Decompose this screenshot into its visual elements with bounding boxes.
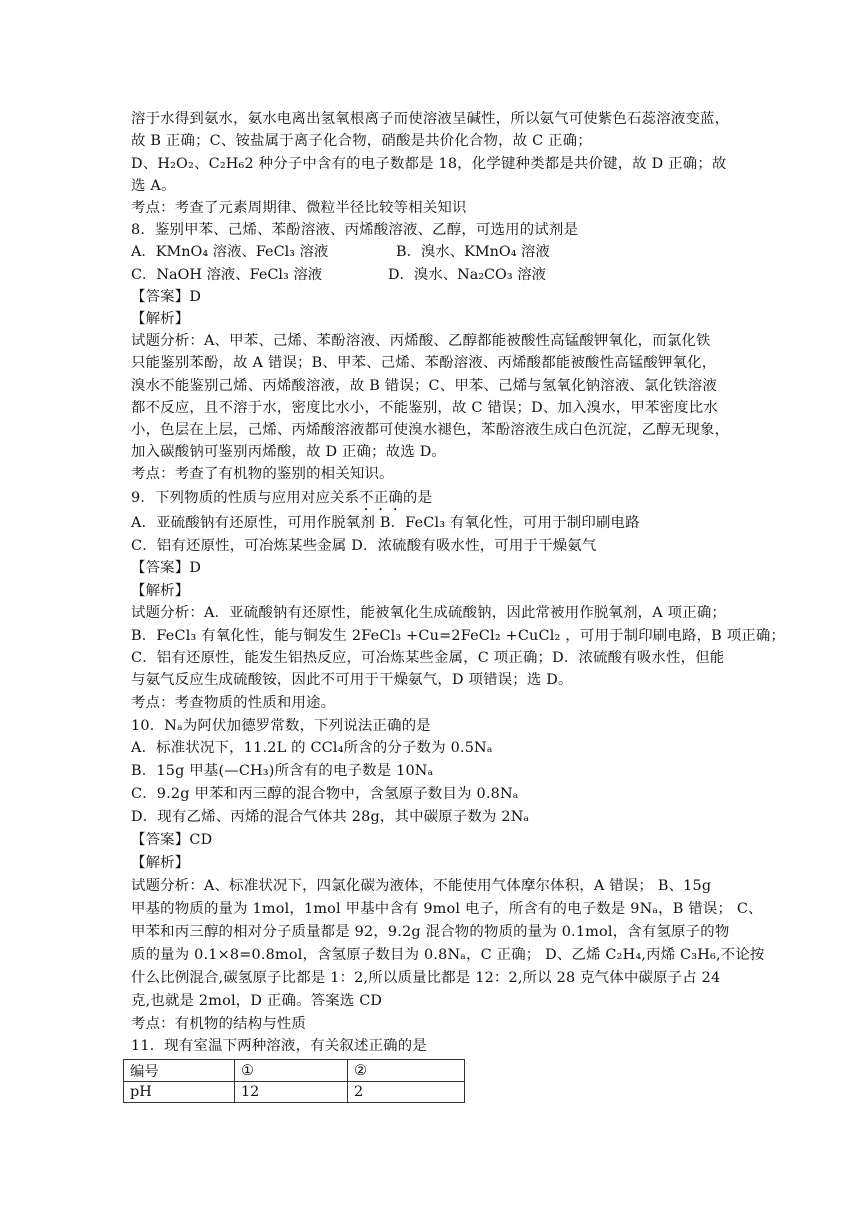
text-line: 选 A。: [131, 178, 176, 194]
text-line: 考点：考查了元素周期律、微粒半径比较等相关知识: [131, 200, 467, 216]
text-line: D．现有乙烯、丙烯的混合气体共 28g，其中碳原子数为 2Nₐ: [131, 809, 530, 825]
text-line: D、H₂O₂、C₂H₆2 种分子中含有的电子数都是 18，化学键种类都是共价键，故 D 正确；故: [131, 156, 727, 172]
q9-emphasis: 不正确: [359, 490, 403, 506]
table-cell: pH: [124, 1082, 235, 1103]
text-line: C．9.2g 甲苯和丙三醇的混合物中，含氢原子数目为 0.8Nₐ: [131, 786, 519, 802]
analysis-label: 【解析】: [131, 311, 190, 327]
question-8-stem: 8．鉴别甲苯、己烯、苯酚溶液、丙烯酸溶液、乙醇，可选用的试剂是: [131, 222, 579, 238]
text-line: 甲基的物质的量为 1mol，1mol 甲基中含有 9mol 电子，所含有的电子数是 9Nₐ，B 错误； C、: [131, 901, 763, 917]
analysis-label: 【解析】: [131, 583, 190, 599]
q8-option-b: B．溴水、KMnO₄ 溶液: [396, 244, 550, 260]
table-row: [124, 1060, 465, 1082]
answer-label: 【答案】CD: [131, 832, 213, 848]
table-cell: ①: [235, 1060, 348, 1082]
q9-prefix: 9．下列物质的性质与应用对应关系: [131, 490, 360, 506]
text-line: 克,也就是 2mol，D 正确。答案选 CD: [131, 993, 383, 1009]
text-line: 只能鉴别苯酚，故 A 错误；B、甲苯、己烯、苯酚溶液、丙烯酸都能被酸性高锰酸钾氧化，: [131, 355, 717, 371]
text-line: A．亚硫酸钠有还原性，可用作脱氧剂 B．FeCl₃ 有氧化性，可用于制印刷电路: [131, 515, 640, 531]
text-line: B．15g 甲基(—CH₃)所含有的电子数是 10Nₐ: [131, 763, 434, 779]
text-line: C．铝有还原性，能发生铝热反应，可冶炼某些金属，C 项正确；D．浓硫酸有吸水性，但能: [131, 650, 725, 666]
table-cell: 编号: [124, 1060, 235, 1082]
answer-label: 【答案】D: [131, 289, 202, 305]
table-cell: ②: [348, 1060, 465, 1082]
text-line: 考点：有机物的结构与性质: [131, 1016, 307, 1032]
text-line: 质的量为 0.1×8=0.8mol，含氢原子数目为 0.8Nₐ，C 正确； D、乙烯 C₂H₄,丙烯 C₃H₆,不论按: [131, 947, 765, 963]
text-line: 试题分析：A、标准状况下，四氯化碳为液体，不能使用气体摩尔体积，A 错误； B、15g: [131, 878, 712, 894]
table-cell: 2: [348, 1082, 465, 1103]
analysis-label: 【解析】: [131, 855, 190, 871]
text-line: 故 B 正确；C、铵盐属于离子化合物，硝酸是共价化合物，故 C 正确；: [131, 133, 592, 149]
q8-option-d: D．溴水、Na₂CO₃ 溶液: [388, 267, 546, 283]
text-line: 试题分析：A．亚硫酸钠有还原性，能被氧化生成硫酸钠，因此常被用作脱氧剂，A 项正确；: [131, 605, 726, 621]
text-line: 都不反应，且不溶于水，密度比水小，不能鉴别，故 C 错误；D、加入溴水，甲苯密度比水: [131, 400, 718, 416]
text-line: 考点：考查了有机物的鉴别的相关知识。: [131, 466, 394, 482]
text-line: B．FeCl₃ 有氧化性，能与铜发生 2FeCl₃ +Cu=2FeCl₂ +CuCl₂ ，可用于制印刷电路，B 项正确；: [131, 628, 786, 644]
question-9-stem: [131, 487, 731, 514]
text-line: 加入碳酸钠可鉴别丙烯酸，故 D 正确；故选 D。: [131, 444, 447, 460]
text-line: 与氨气反应生成硫酸铵，因此不可用于干燥氨气，D 项错误；选 D。: [131, 672, 573, 688]
q9-suffix: 的是: [403, 490, 433, 506]
text-line: 甲苯和丙三醇的相对分子质量都是 92，9.2g 混合物的物质的量为 0.1mol，含有氢原子的物: [131, 924, 730, 940]
question-11-stem: 11．现有室温下两种溶液，有关叙述正确的是: [131, 1038, 427, 1054]
text-line: 什么比例混合,碳氢原子比都是 1：2,所以质量比都是 12：2,所以 28 克气体中碳原子占 24: [131, 970, 721, 986]
answer-label: 【答案】D: [131, 560, 202, 576]
question-10-stem: 10．Nₐ为阿伏加德罗常数，下列说法正确的是: [131, 718, 431, 734]
solution-table: [123, 1059, 465, 1103]
text-line: C．铝有还原性，可冶炼某些金属 D．浓硫酸有吸水性，可用于干燥氨气: [131, 538, 597, 554]
q8-option-a: A．KMnO₄ 溶液、FeCl₃ 溶液: [131, 244, 329, 260]
text-line: A．标准状况下，11.2L 的 CCl₄所含的分子数为 0.5Nₐ: [131, 740, 493, 756]
q8-option-c: C．NaOH 溶液、FeCl₃ 溶液: [131, 267, 323, 283]
table-cell: 12: [235, 1082, 348, 1103]
table-row: [124, 1082, 465, 1103]
text-line: 考点：考查物质的性质和用途。: [131, 695, 336, 711]
text-line: 试题分析：A、甲苯、己烯、苯酚溶液、丙烯酸、乙醇都能被酸性高锰酸钾氧化，而氯化铁: [131, 333, 711, 349]
text-line: 小，色层在上层，己烯、丙烯酸溶液都可使溴水褪色，苯酚溶液生成白色沉淀，乙醇无现象，: [131, 422, 730, 438]
text-line: 溴水不能鉴别己烯、丙烯酸溶液，故 B 错误；C、甲苯、己烯与氢氧化钠溶液、氯化铁溶液: [131, 378, 717, 394]
text-line: 溶于水得到氨水，氨水电离出氢氧根离子而使溶液呈碱性，所以氨气可使紫色石蕊溶液变蓝，: [131, 111, 730, 127]
